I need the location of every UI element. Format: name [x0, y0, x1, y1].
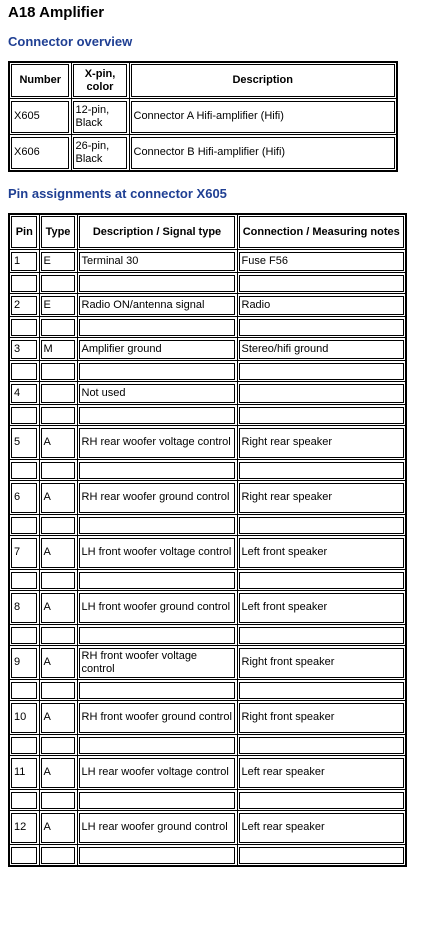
spacer-row: [9, 570, 406, 591]
pin-type: A: [39, 426, 77, 460]
connector-description: Connector A Hifi-amplifier (Hifi): [129, 99, 397, 135]
pin-connection: Left front speaker: [237, 536, 406, 570]
overview-header-row: [9, 62, 397, 99]
spacer-row: [9, 361, 406, 382]
pin-connection: Right front speaker: [237, 646, 406, 680]
pin-number: 2: [9, 294, 39, 317]
pin-number: 4: [9, 382, 39, 405]
pin-description: Amplifier ground: [77, 338, 237, 361]
connector-overview-heading: Connector overview: [8, 34, 133, 49]
pin-assignments-heading: Pin assignments at connector X605: [8, 186, 227, 201]
pin-row: [9, 250, 406, 273]
pin-type: A: [39, 536, 77, 570]
pin-number: 1: [9, 250, 39, 273]
pin-description: LH front woofer voltage control: [77, 536, 237, 570]
spacer-row: [9, 317, 406, 338]
connector-xpin-color: 26-pin, Black: [71, 135, 129, 172]
pin-connection: Left front speaker: [237, 591, 406, 625]
spacer-row: [9, 680, 406, 701]
pin-connection: [237, 382, 406, 405]
pin-connection: Right rear speaker: [237, 481, 406, 515]
connector-description: Connector B Hifi-amplifier (Hifi): [129, 135, 397, 172]
pin-type: A: [39, 756, 77, 790]
pin-description: LH front woofer ground control: [77, 591, 237, 625]
col-pin-header: Pin: [9, 214, 39, 250]
pin-connection: Radio: [237, 294, 406, 317]
spacer-row: [9, 460, 406, 481]
col-number-header: Number: [9, 62, 71, 99]
pins-header-row: [9, 214, 406, 250]
overview-row: [9, 135, 397, 172]
spacer-row: [9, 273, 406, 294]
pin-number: 5: [9, 426, 39, 460]
pin-type: E: [39, 250, 77, 273]
spacer-row: [9, 515, 406, 536]
pin-type: A: [39, 811, 77, 845]
pin-connection: Left rear speaker: [237, 811, 406, 845]
overview-row: [9, 99, 397, 135]
pin-type: M: [39, 338, 77, 361]
pin-type: A: [39, 646, 77, 680]
pin-row: [9, 536, 406, 570]
pin-number: 10: [9, 701, 39, 735]
pin-row: [9, 382, 406, 405]
pin-row: [9, 338, 406, 361]
pin-description: RH front woofer ground control: [77, 701, 237, 735]
pin-description: Radio ON/antenna signal: [77, 294, 237, 317]
pin-number: 3: [9, 338, 39, 361]
col-description-header: Description / Signal type: [77, 214, 237, 250]
pin-number: 12: [9, 811, 39, 845]
pin-connection: Right front speaker: [237, 701, 406, 735]
col-xpin-color-header: X-pin, color: [71, 62, 129, 99]
page-title: A18 Amplifier: [8, 4, 105, 21]
col-description-header: Description: [129, 62, 397, 99]
pin-connection: Fuse F56: [237, 250, 406, 273]
spacer-row: [9, 845, 406, 867]
pin-description: LH rear woofer voltage control: [77, 756, 237, 790]
spacer-row: [9, 405, 406, 426]
pin-type: E: [39, 294, 77, 317]
pin-description: RH front woofer voltage control: [77, 646, 237, 680]
pin-row: [9, 701, 406, 735]
col-connection-header: Connection / Measuring notes: [237, 214, 406, 250]
pin-row: [9, 294, 406, 317]
pin-connection: Right rear speaker: [237, 426, 406, 460]
connector-xpin-color: 12-pin, Black: [71, 99, 129, 135]
pin-type: [39, 382, 77, 405]
pin-row: [9, 591, 406, 625]
pin-assignments-table: [8, 213, 407, 867]
pin-description: Not used: [77, 382, 237, 405]
pin-number: 6: [9, 481, 39, 515]
spacer-row: [9, 735, 406, 756]
pin-type: A: [39, 481, 77, 515]
pin-number: 9: [9, 646, 39, 680]
pin-number: 11: [9, 756, 39, 790]
pin-connection: Stereo/hifi ground: [237, 338, 406, 361]
pin-row: [9, 811, 406, 845]
col-type-header: Type: [39, 214, 77, 250]
pin-type: A: [39, 701, 77, 735]
pin-number: 8: [9, 591, 39, 625]
connector-number: X605: [9, 99, 71, 135]
pin-description: RH rear woofer voltage control: [77, 426, 237, 460]
spacer-row: [9, 790, 406, 811]
pin-row: [9, 756, 406, 790]
pin-description: Terminal 30: [77, 250, 237, 273]
pin-row: [9, 426, 406, 460]
pin-description: LH rear woofer ground control: [77, 811, 237, 845]
pin-row: [9, 646, 406, 680]
pin-row: [9, 481, 406, 515]
connector-overview-table: [8, 61, 398, 172]
pin-number: 7: [9, 536, 39, 570]
spacer-row: [9, 625, 406, 646]
connector-number: X606: [9, 135, 71, 172]
pin-type: A: [39, 591, 77, 625]
pin-connection: Left rear speaker: [237, 756, 406, 790]
pin-description: RH rear woofer ground control: [77, 481, 237, 515]
